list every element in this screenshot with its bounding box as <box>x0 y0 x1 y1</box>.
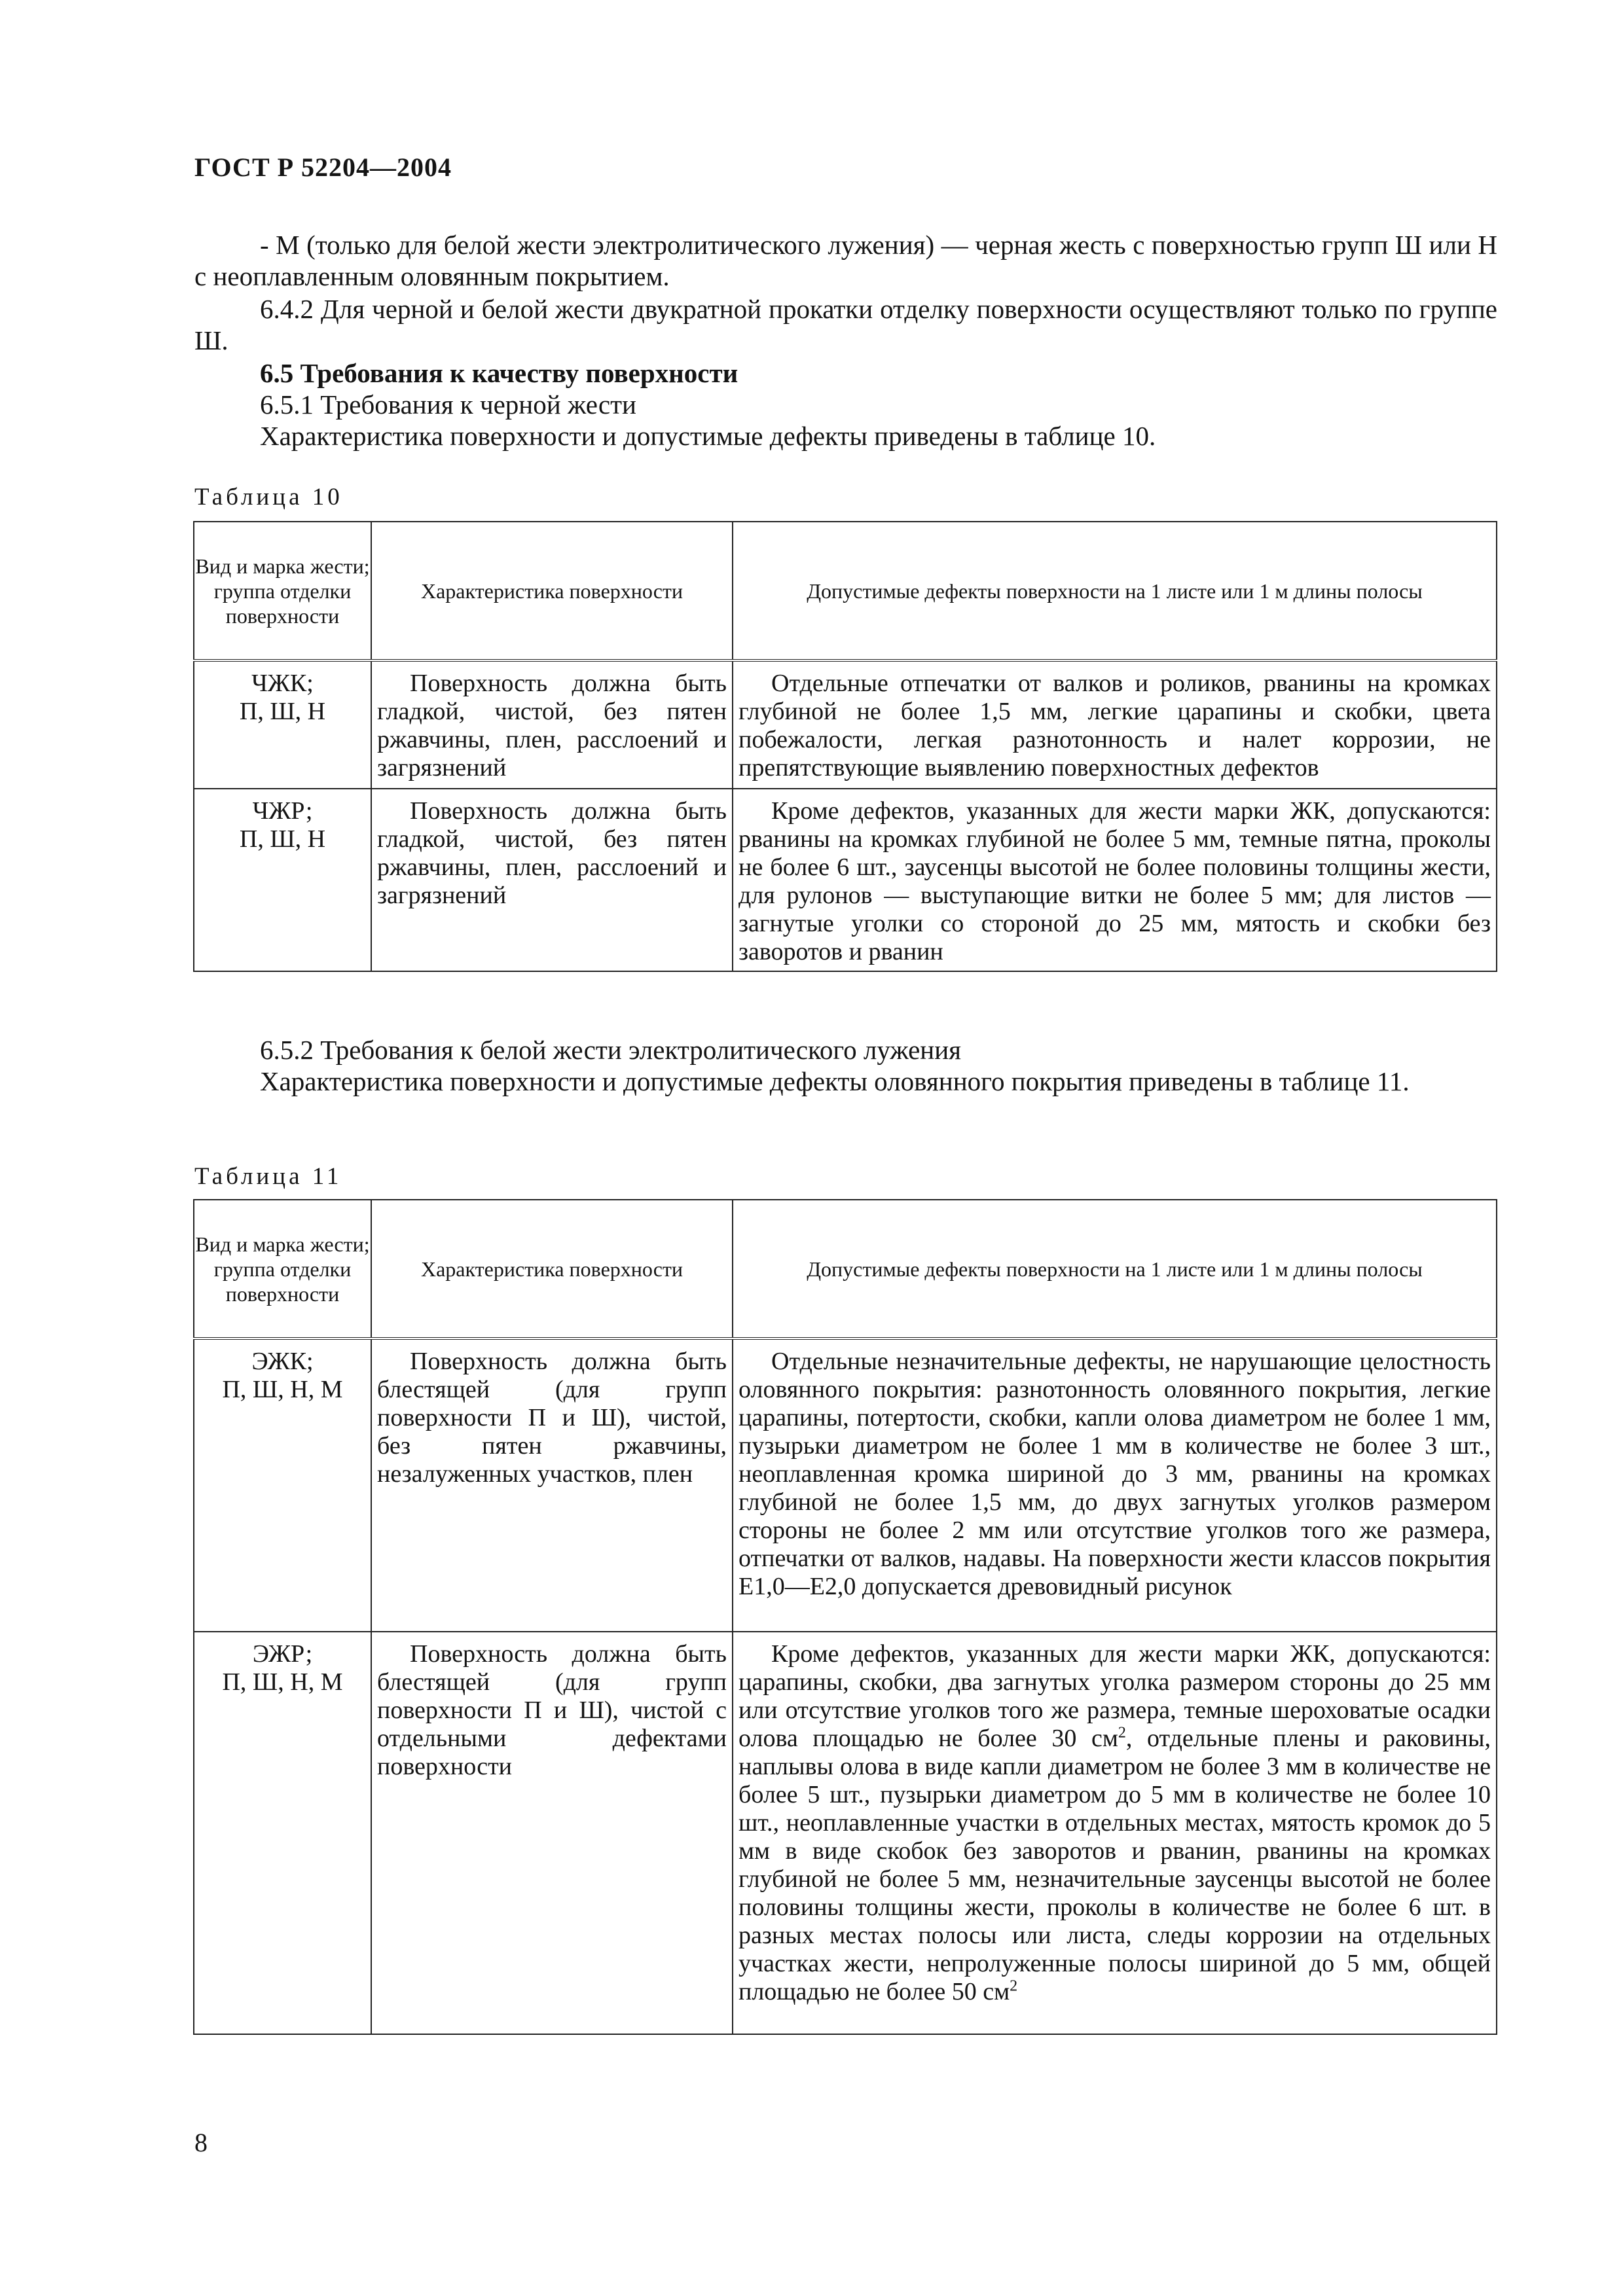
grade-code: ЧЖР; <box>252 797 313 825</box>
subsection-heading-6-5-1: 6.5.1 Требования к черной жести <box>260 389 636 420</box>
finish-groups: П, Ш, Н, М <box>222 1668 343 1696</box>
surface-text: Поверхность должна быть блестящей (для групп поверхности П и Ш), чистой с отдельными дефектами поверхности <box>377 1640 727 1780</box>
paragraph-m-group: - М (только для белой жести электролитического лужения) — черная жесть с поверхностью групп Ш или Н с неоплавленным оловянным покрытием. <box>194 230 1497 291</box>
table-cell-grade <box>194 789 371 971</box>
table-11-header-surface: Характеристика поверхности <box>371 1200 733 1338</box>
table-10-header-type: Вид и марка жести; группа отделки поверхности <box>194 522 371 660</box>
defects-text-part1: Кроме дефектов, указанных для жести марки ЖК, допускаются: царапины, скобки, два загнутых уголка размером стороны до 25 мм или отсутствие уголков того же размера, темные шероховатые осадки олова площадью не более 30 см <box>739 1640 1491 1752</box>
surface-text: Поверхность должна быть блестящей (для групп поверхности П и Ш), чистой, без пятен ржавчины, незалуженных участков, плен <box>377 1348 727 1488</box>
paragraph-6-4-2: 6.4.2 Для черной и белой жести двукратной прокатки отделку поверхности осуществляют только по группе Ш. <box>194 294 1497 355</box>
defects-text-part2: , отдельные плены и раковины, наплывы олова в виде капли диаметром не более 3 мм в количестве не более 5 шт., пузырьки диаметром до 5 мм в количестве не более 10 шт., неоплавленные участки в отдельных местах, мятость кромок до 5 мм в виде скобок без заворотов и рванин, рванины на кромках глубиной не более 5 мм, незначительные заусенцы высотой не более половины толщины жести, проколы в количестве не более 6 шт. в разных местах полосы или листа, следы коррозии на отдельных участках жести, непролуженные полосы шириной до 5 мм, общей площадью не более 50 см <box>739 1725 1491 2005</box>
section-heading-6-5: 6.5 Требования к качеству поверхности <box>260 358 739 388</box>
table-cell-surface <box>371 660 733 789</box>
table-10-header-surface: Характеристика поверхности <box>371 522 733 660</box>
finish-groups: П, Ш, Н, М <box>222 1376 343 1403</box>
table-10 <box>193 521 1497 972</box>
table-cell-surface <box>371 789 733 971</box>
table-cell-defects <box>733 1338 1497 1632</box>
table-11-header-defects: Допустимые дефекты поверхности на 1 листе или 1 м длины полосы <box>733 1200 1497 1338</box>
table-cell-surface <box>371 1632 733 2034</box>
table-row <box>194 660 1497 789</box>
table-cell-grade <box>194 1632 371 2034</box>
finish-groups: П, Ш, Н <box>239 698 326 725</box>
table-11-header-type: Вид и марка жести; группа отделки поверхности <box>194 1200 371 1338</box>
subsection-heading-6-5-2: 6.5.2 Требования к белой жести электролитического лужения <box>260 1035 962 1065</box>
table-10-header-row <box>194 522 1497 660</box>
table-cell-surface <box>371 1338 733 1632</box>
surface-text: Поверхность должна быть гладкой, чистой, без пятен ржавчины, плен, расслоений и загрязнений <box>377 670 727 781</box>
grade-code: ЭЖК; <box>251 1348 314 1375</box>
table-row <box>194 1338 1497 1632</box>
document-header: ГОСТ Р 52204—2004 <box>194 152 452 182</box>
table-row <box>194 1632 1497 2034</box>
table-10-caption: Таблица 10 <box>194 484 343 511</box>
paragraph-6-5-1-text: Характеристика поверхности и допустимые дефекты приведены в таблице 10. <box>260 421 1156 451</box>
table-cell-defects <box>733 660 1497 789</box>
defects-text: Кроме дефектов, указанных для жести марки ЖК, допускаются: рванины на кромках глубиной не более 5 мм, темные пятна, проколы не более 6 шт., заусенцы высотой не более половины толщины жести, для рулонов — выступающие витки не более 5 мм; для листов — загнутые уголки со стороной до 25 мм, мятость и скобки без заворотов и рванин <box>739 797 1491 965</box>
defects-text: Отдельные отпечатки от валков и роликов, рванины на кромках глубиной не более 1,5 мм, легкие царапины и скобки, цвета побежалости, легкая разнотонность и налет коррозии, не препятствующие выявлению поверхностных дефектов <box>739 670 1491 781</box>
table-11-header-row <box>194 1200 1497 1338</box>
page-number: 8 <box>194 2128 208 2157</box>
table-cell-defects <box>733 789 1497 971</box>
paragraph-6-5-2-text: Характеристика поверхности и допустимые дефекты оловянного покрытия приведены в таблице 11. <box>260 1066 1410 1096</box>
table-10-header-defects: Допустимые дефекты поверхности на 1 листе или 1 м длины полосы <box>733 522 1497 660</box>
table-row <box>194 789 1497 971</box>
finish-groups: П, Ш, Н <box>239 825 326 853</box>
grade-code: ЧЖК; <box>251 670 314 697</box>
table-11 <box>193 1199 1497 2035</box>
table-11-caption: Таблица 11 <box>194 1163 342 1190</box>
superscript-2: 2 <box>1010 1977 1018 1995</box>
table-cell-grade <box>194 660 371 789</box>
grade-code: ЭЖР; <box>252 1640 313 1668</box>
defects-text: Отдельные незначительные дефекты, не нарушающие целостность оловянного покрытия: разнотонность оловянного покрытия, легкие царапины, потертости, скобки, капли олова диаметром не более 1 мм, пузырьки диаметром не более 1 мм в количестве не более 3 шт., неоплавленная кромка шириной до 3 мм, рванины на кромках глубиной не более 1,5 мм, до двух загнутых уголков размером стороны не более 2 мм или отсутствие уголков того же размера, отпечатки от валков, надавы. На поверхности жести классов покрытия Е1,0—Е2,0 допускается древовидный рисунок <box>739 1348 1491 1600</box>
table-cell-grade <box>194 1338 371 1632</box>
surface-text: Поверхность должна быть гладкой, чистой, без пятен ржавчины, плен, расслоений и загрязнений <box>377 797 727 909</box>
table-cell-defects <box>733 1632 1497 2034</box>
superscript-2: 2 <box>1118 1724 1126 1742</box>
